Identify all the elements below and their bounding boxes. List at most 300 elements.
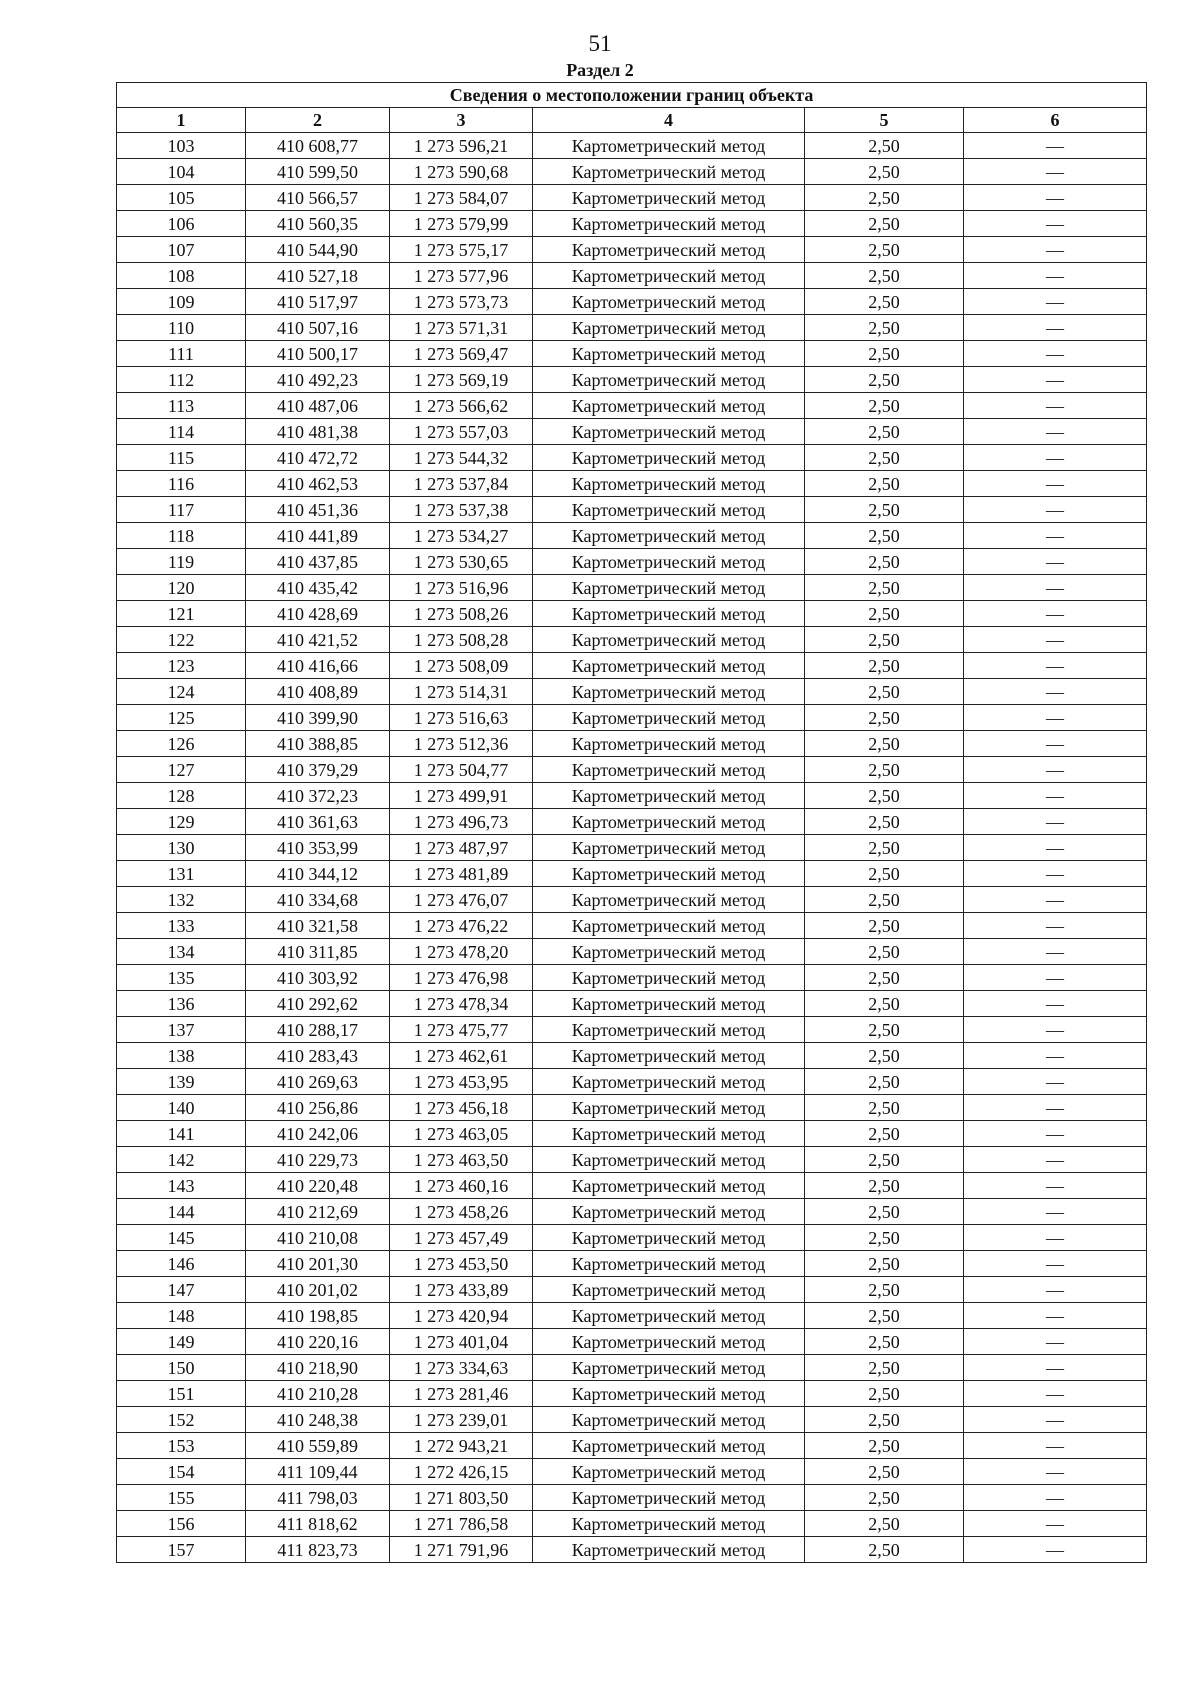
y-coordinate-cell: 1 273 456,18 [390,1095,533,1121]
description-cell: — [964,1485,1147,1511]
x-coordinate-cell: 410 201,30 [246,1251,390,1277]
table-row [117,1069,1147,1095]
point-number-cell: 127 [117,757,246,783]
point-number-cell: 154 [117,1459,246,1485]
description-cell: — [964,237,1147,263]
description-cell: — [964,1433,1147,1459]
description-cell: — [964,1225,1147,1251]
description-cell: — [964,1251,1147,1277]
y-coordinate-cell: 1 273 508,26 [390,601,533,627]
y-coordinate-cell: 1 273 590,68 [390,159,533,185]
description-cell: — [964,1095,1147,1121]
method-cell: Картометрический метод [533,419,805,445]
table-row [117,1095,1147,1121]
table-row [117,497,1147,523]
method-cell: Картометрический метод [533,575,805,601]
x-coordinate-cell: 410 212,69 [246,1199,390,1225]
point-number-cell: 148 [117,1303,246,1329]
x-coordinate-cell: 410 218,90 [246,1355,390,1381]
y-coordinate-cell: 1 273 420,94 [390,1303,533,1329]
accuracy-cell: 2,50 [805,1381,964,1407]
table-row [117,653,1147,679]
accuracy-cell: 2,50 [805,523,964,549]
table-row [117,809,1147,835]
method-cell: Картометрический метод [533,185,805,211]
method-cell: Картометрический метод [533,653,805,679]
point-number-cell: 106 [117,211,246,237]
description-cell: — [964,211,1147,237]
description-cell: — [964,1355,1147,1381]
description-cell: — [964,1017,1147,1043]
point-number-cell: 132 [117,887,246,913]
accuracy-cell: 2,50 [805,1329,964,1355]
method-cell: Картометрический метод [533,679,805,705]
y-coordinate-cell: 1 273 453,95 [390,1069,533,1095]
x-coordinate-cell: 410 201,02 [246,1277,390,1303]
point-number-cell: 104 [117,159,246,185]
accuracy-cell: 2,50 [805,497,964,523]
description-cell: — [964,497,1147,523]
table-row [117,1459,1147,1485]
y-coordinate-cell: 1 273 512,36 [390,731,533,757]
description-cell: — [964,913,1147,939]
y-coordinate-cell: 1 273 458,26 [390,1199,533,1225]
description-cell: — [964,627,1147,653]
accuracy-cell: 2,50 [805,549,964,575]
x-coordinate-cell: 410 379,29 [246,757,390,783]
table-row [117,1251,1147,1277]
column-number-header: 5 [805,108,964,133]
table-row [117,1043,1147,1069]
y-coordinate-cell: 1 273 281,46 [390,1381,533,1407]
point-number-cell: 107 [117,237,246,263]
description-cell: — [964,1069,1147,1095]
method-cell: Картометрический метод [533,263,805,289]
y-coordinate-cell: 1 273 537,84 [390,471,533,497]
method-cell: Картометрический метод [533,1355,805,1381]
x-coordinate-cell: 410 462,53 [246,471,390,497]
y-coordinate-cell: 1 271 786,58 [390,1511,533,1537]
accuracy-cell: 2,50 [805,1225,964,1251]
point-number-cell: 131 [117,861,246,887]
y-coordinate-cell: 1 273 476,98 [390,965,533,991]
x-coordinate-cell: 410 198,85 [246,1303,390,1329]
method-cell: Картометрический метод [533,1251,805,1277]
x-coordinate-cell: 410 334,68 [246,887,390,913]
table-row [117,315,1147,341]
method-cell: Картометрический метод [533,1537,805,1563]
x-coordinate-cell: 410 288,17 [246,1017,390,1043]
method-cell: Картометрический метод [533,133,805,159]
x-coordinate-cell: 410 492,23 [246,367,390,393]
description-cell: — [964,1121,1147,1147]
accuracy-cell: 2,50 [805,1433,964,1459]
description-cell: — [964,939,1147,965]
method-cell: Картометрический метод [533,835,805,861]
accuracy-cell: 2,50 [805,1485,964,1511]
description-cell: — [964,549,1147,575]
y-coordinate-cell: 1 273 584,07 [390,185,533,211]
accuracy-cell: 2,50 [805,861,964,887]
table-row [117,939,1147,965]
method-cell: Картометрический метод [533,1095,805,1121]
accuracy-cell: 2,50 [805,653,964,679]
point-number-cell: 124 [117,679,246,705]
accuracy-cell: 2,50 [805,757,964,783]
point-number-cell: 109 [117,289,246,315]
point-number-cell: 140 [117,1095,246,1121]
x-coordinate-cell: 410 599,50 [246,159,390,185]
table-row [117,965,1147,991]
table-row [117,1537,1147,1563]
accuracy-cell: 2,50 [805,1511,964,1537]
point-number-cell: 103 [117,133,246,159]
accuracy-cell: 2,50 [805,1459,964,1485]
table-row [117,575,1147,601]
method-cell: Картометрический метод [533,393,805,419]
table-row [117,263,1147,289]
x-coordinate-cell: 410 242,06 [246,1121,390,1147]
point-number-cell: 145 [117,1225,246,1251]
y-coordinate-cell: 1 273 462,61 [390,1043,533,1069]
x-coordinate-cell: 411 818,62 [246,1511,390,1537]
x-coordinate-cell: 410 229,73 [246,1147,390,1173]
x-coordinate-cell: 410 321,58 [246,913,390,939]
description-cell: — [964,1459,1147,1485]
table-row [117,1511,1147,1537]
table-row [117,757,1147,783]
x-coordinate-cell: 410 344,12 [246,861,390,887]
accuracy-cell: 2,50 [805,185,964,211]
method-cell: Картометрический метод [533,523,805,549]
y-coordinate-cell: 1 271 791,96 [390,1537,533,1563]
x-coordinate-cell: 410 408,89 [246,679,390,705]
accuracy-cell: 2,50 [805,601,964,627]
table-row [117,1355,1147,1381]
method-cell: Картометрический метод [533,1407,805,1433]
y-coordinate-cell: 1 273 460,16 [390,1173,533,1199]
table-row [117,705,1147,731]
x-coordinate-cell: 410 311,85 [246,939,390,965]
point-number-cell: 113 [117,393,246,419]
y-coordinate-cell: 1 273 453,50 [390,1251,533,1277]
y-coordinate-cell: 1 273 579,99 [390,211,533,237]
method-cell: Картометрический метод [533,1147,805,1173]
method-cell: Картометрический метод [533,965,805,991]
column-number-header: 3 [390,108,533,133]
table-row [117,913,1147,939]
point-number-cell: 156 [117,1511,246,1537]
table-row [117,211,1147,237]
y-coordinate-cell: 1 273 481,89 [390,861,533,887]
description-cell: — [964,601,1147,627]
y-coordinate-cell: 1 273 504,77 [390,757,533,783]
method-cell: Картометрический метод [533,1485,805,1511]
accuracy-cell: 2,50 [805,731,964,757]
y-coordinate-cell: 1 273 516,63 [390,705,533,731]
method-cell: Картометрический метод [533,1459,805,1485]
description-cell: — [964,783,1147,809]
x-coordinate-cell: 410 283,43 [246,1043,390,1069]
x-coordinate-cell: 411 109,44 [246,1459,390,1485]
accuracy-cell: 2,50 [805,1537,964,1563]
y-coordinate-cell: 1 273 573,73 [390,289,533,315]
y-coordinate-cell: 1 273 534,27 [390,523,533,549]
x-coordinate-cell: 410 210,08 [246,1225,390,1251]
method-cell: Картометрический метод [533,913,805,939]
point-number-cell: 111 [117,341,246,367]
y-coordinate-cell: 1 273 544,32 [390,445,533,471]
description-cell: — [964,341,1147,367]
y-coordinate-cell: 1 273 499,91 [390,783,533,809]
point-number-cell: 147 [117,1277,246,1303]
y-coordinate-cell: 1 273 476,22 [390,913,533,939]
description-cell: — [964,861,1147,887]
description-cell: — [964,445,1147,471]
y-coordinate-cell: 1 273 596,21 [390,133,533,159]
y-coordinate-cell: 1 273 508,28 [390,627,533,653]
x-coordinate-cell: 410 560,35 [246,211,390,237]
description-cell: — [964,1407,1147,1433]
y-coordinate-cell: 1 273 433,89 [390,1277,533,1303]
accuracy-cell: 2,50 [805,575,964,601]
y-coordinate-cell: 1 273 569,19 [390,367,533,393]
table-row [117,549,1147,575]
y-coordinate-cell: 1 273 475,77 [390,1017,533,1043]
point-number-cell: 116 [117,471,246,497]
table-row [117,1407,1147,1433]
accuracy-cell: 2,50 [805,445,964,471]
table-row [117,1017,1147,1043]
point-number-cell: 105 [117,185,246,211]
method-cell: Картометрический метод [533,497,805,523]
table-row [117,861,1147,887]
accuracy-cell: 2,50 [805,393,964,419]
x-coordinate-cell: 410 500,17 [246,341,390,367]
table-row [117,289,1147,315]
table-row [117,445,1147,471]
table-row [117,523,1147,549]
y-coordinate-cell: 1 273 487,97 [390,835,533,861]
table-row [117,1147,1147,1173]
point-number-cell: 129 [117,809,246,835]
method-cell: Картометрический метод [533,1043,805,1069]
y-coordinate-cell: 1 273 569,47 [390,341,533,367]
method-cell: Картометрический метод [533,601,805,627]
description-cell: — [964,731,1147,757]
method-cell: Картометрический метод [533,1121,805,1147]
method-cell: Картометрический метод [533,471,805,497]
method-cell: Картометрический метод [533,1017,805,1043]
y-coordinate-cell: 1 273 463,50 [390,1147,533,1173]
accuracy-cell: 2,50 [805,679,964,705]
accuracy-cell: 2,50 [805,1095,964,1121]
point-number-cell: 157 [117,1537,246,1563]
x-coordinate-cell: 410 220,48 [246,1173,390,1199]
method-cell: Картометрический метод [533,627,805,653]
description-cell: — [964,1511,1147,1537]
description-cell: — [964,133,1147,159]
y-coordinate-cell: 1 273 575,17 [390,237,533,263]
point-number-cell: 153 [117,1433,246,1459]
method-cell: Картометрический метод [533,549,805,575]
description-cell: — [964,1199,1147,1225]
table-title-row [117,83,1147,108]
table-row [117,991,1147,1017]
accuracy-cell: 2,50 [805,1199,964,1225]
point-number-cell: 123 [117,653,246,679]
accuracy-cell: 2,50 [805,1277,964,1303]
x-coordinate-cell: 411 798,03 [246,1485,390,1511]
point-number-cell: 135 [117,965,246,991]
x-coordinate-cell: 410 507,16 [246,315,390,341]
accuracy-cell: 2,50 [805,965,964,991]
accuracy-cell: 2,50 [805,1407,964,1433]
y-coordinate-cell: 1 273 508,09 [390,653,533,679]
description-cell: — [964,471,1147,497]
method-cell: Картометрический метод [533,367,805,393]
table-row [117,1433,1147,1459]
accuracy-cell: 2,50 [805,835,964,861]
x-coordinate-cell: 410 472,72 [246,445,390,471]
method-cell: Картометрический метод [533,1511,805,1537]
table-row [117,835,1147,861]
method-cell: Картометрический метод [533,1225,805,1251]
point-number-cell: 118 [117,523,246,549]
point-number-cell: 128 [117,783,246,809]
method-cell: Картометрический метод [533,315,805,341]
column-number-header: 2 [246,108,390,133]
point-number-cell: 108 [117,263,246,289]
table-row [117,887,1147,913]
method-cell: Картометрический метод [533,445,805,471]
table-row [117,1173,1147,1199]
x-coordinate-cell: 410 353,99 [246,835,390,861]
description-cell: — [964,1043,1147,1069]
method-cell: Картометрический метод [533,1303,805,1329]
accuracy-cell: 2,50 [805,1121,964,1147]
method-cell: Картометрический метод [533,705,805,731]
page-number: 51 [588,31,612,56]
point-number-cell: 143 [117,1173,246,1199]
description-cell: — [964,679,1147,705]
y-coordinate-cell: 1 273 239,01 [390,1407,533,1433]
point-number-cell: 151 [117,1381,246,1407]
y-coordinate-cell: 1 273 516,96 [390,575,533,601]
x-coordinate-cell: 410 372,23 [246,783,390,809]
table-row [117,601,1147,627]
x-coordinate-cell: 410 256,86 [246,1095,390,1121]
description-cell: — [964,1303,1147,1329]
description-cell: — [964,1537,1147,1563]
table-row [117,419,1147,445]
column-number-header: 6 [964,108,1147,133]
section-heading: Раздел 2 [566,60,634,80]
y-coordinate-cell: 1 273 496,73 [390,809,533,835]
accuracy-cell: 2,50 [805,419,964,445]
table-row [117,1225,1147,1251]
description-cell: — [964,887,1147,913]
accuracy-cell: 2,50 [805,471,964,497]
table-row [117,393,1147,419]
table-row [117,1303,1147,1329]
method-cell: Картометрический метод [533,289,805,315]
accuracy-cell: 2,50 [805,991,964,1017]
y-coordinate-cell: 1 273 514,31 [390,679,533,705]
accuracy-cell: 2,50 [805,1069,964,1095]
method-cell: Картометрический метод [533,1199,805,1225]
x-coordinate-cell: 410 220,16 [246,1329,390,1355]
column-number-header: 4 [533,108,805,133]
table-row [117,367,1147,393]
table-row [117,1485,1147,1511]
point-number-cell: 133 [117,913,246,939]
accuracy-cell: 2,50 [805,159,964,185]
accuracy-cell: 2,50 [805,887,964,913]
accuracy-cell: 2,50 [805,1251,964,1277]
x-coordinate-cell: 410 527,18 [246,263,390,289]
method-cell: Картометрический метод [533,1329,805,1355]
x-coordinate-cell: 410 269,63 [246,1069,390,1095]
method-cell: Картометрический метод [533,1277,805,1303]
x-coordinate-cell: 410 428,69 [246,601,390,627]
x-coordinate-cell: 410 399,90 [246,705,390,731]
point-number-cell: 121 [117,601,246,627]
method-cell: Картометрический метод [533,1069,805,1095]
description-cell: — [964,393,1147,419]
point-number-cell: 117 [117,497,246,523]
accuracy-cell: 2,50 [805,783,964,809]
description-cell: — [964,1329,1147,1355]
accuracy-cell: 2,50 [805,341,964,367]
description-cell: — [964,575,1147,601]
y-coordinate-cell: 1 273 478,20 [390,939,533,965]
x-coordinate-cell: 410 421,52 [246,627,390,653]
x-coordinate-cell: 410 441,89 [246,523,390,549]
description-cell: — [964,289,1147,315]
y-coordinate-cell: 1 273 457,49 [390,1225,533,1251]
x-coordinate-cell: 410 487,06 [246,393,390,419]
accuracy-cell: 2,50 [805,1303,964,1329]
x-coordinate-cell: 410 210,28 [246,1381,390,1407]
column-number-header: 1 [117,108,246,133]
x-coordinate-cell: 410 388,85 [246,731,390,757]
table-row [117,1277,1147,1303]
point-number-cell: 122 [117,627,246,653]
table-row [117,185,1147,211]
point-number-cell: 119 [117,549,246,575]
accuracy-cell: 2,50 [805,1147,964,1173]
y-coordinate-cell: 1 273 571,31 [390,315,533,341]
method-cell: Картометрический метод [533,783,805,809]
table-row [117,731,1147,757]
x-coordinate-cell: 410 559,89 [246,1433,390,1459]
y-coordinate-cell: 1 273 557,03 [390,419,533,445]
x-coordinate-cell: 410 303,92 [246,965,390,991]
accuracy-cell: 2,50 [805,1173,964,1199]
x-coordinate-cell: 410 517,97 [246,289,390,315]
point-number-cell: 137 [117,1017,246,1043]
description-cell: — [964,159,1147,185]
y-coordinate-cell: 1 272 943,21 [390,1433,533,1459]
description-cell: — [964,315,1147,341]
point-number-cell: 126 [117,731,246,757]
method-cell: Картометрический метод [533,939,805,965]
y-coordinate-cell: 1 273 537,38 [390,497,533,523]
description-cell: — [964,367,1147,393]
method-cell: Картометрический метод [533,757,805,783]
x-coordinate-cell: 410 544,90 [246,237,390,263]
